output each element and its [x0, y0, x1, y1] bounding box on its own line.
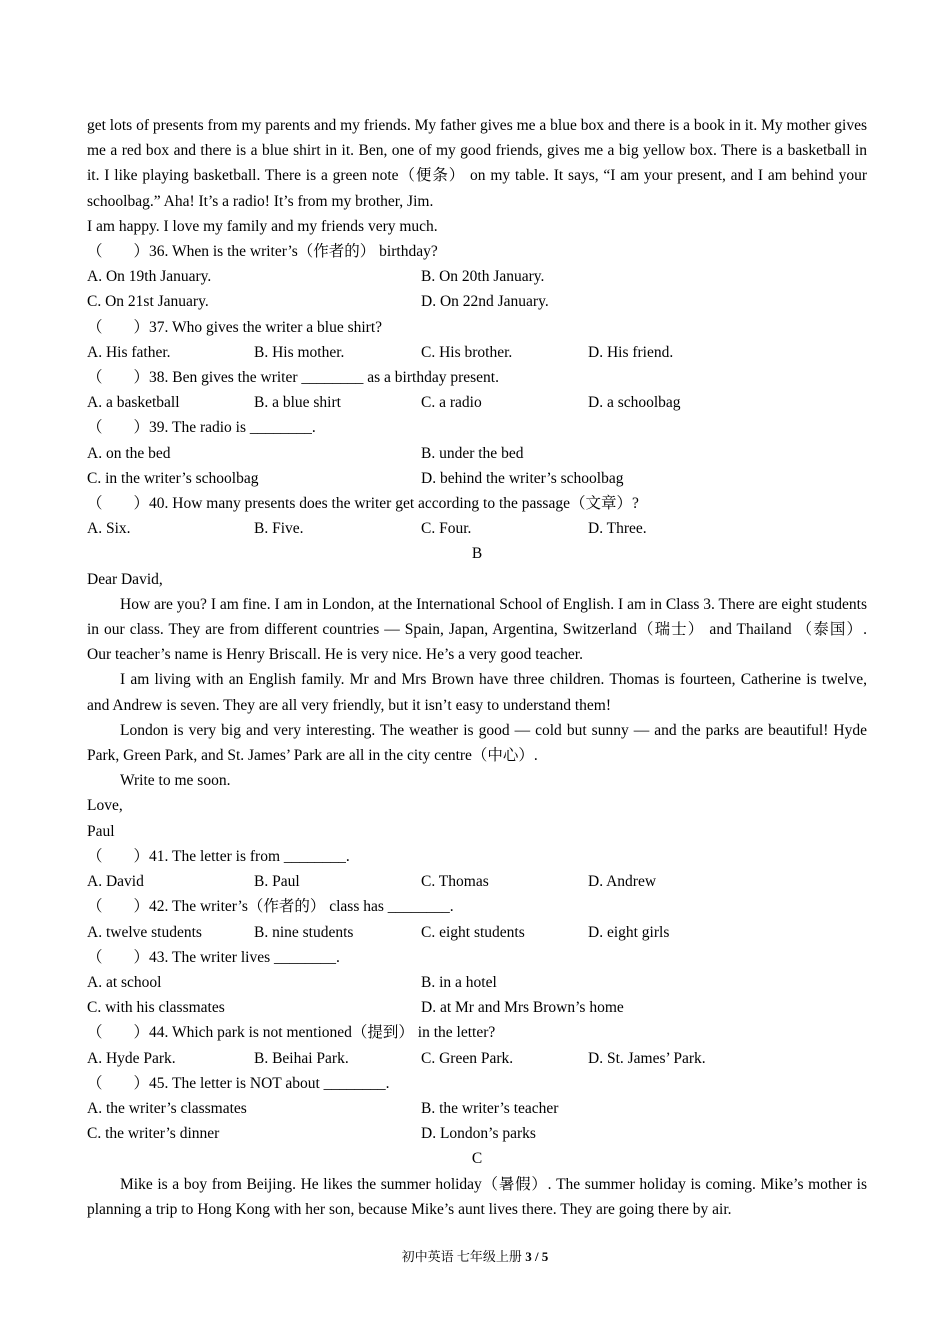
question-40 — [87, 491, 867, 516]
option-b: B. Beihai Park. — [254, 1049, 349, 1067]
option-b: B. in a hotel — [421, 973, 497, 991]
question-text: 42. The writer’s（作者的） class has ________. — [149, 898, 454, 916]
question-text: 45. The letter is NOT about ________. — [149, 1074, 390, 1092]
options-37 — [87, 340, 867, 365]
option-a: A. Hyde Park. — [87, 1049, 176, 1067]
letter-paragraph: Write to me soon. — [120, 772, 231, 790]
options-45 — [87, 1096, 867, 1121]
letter-paragraph: How are you? I am fine. I am in London, at the International School of English. I am in Class 3. There are eight students in our class. They are from different countries — Spain, Japan, Argentina, Switzerland（瑞士） and Thailand （泰国）. Our teacher’s name is Henry Briscall. He is very nice. He’s a very good teacher. — [87, 595, 867, 664]
question-text: 40. How many presents does the writer get according to the passage（文章）? — [149, 495, 639, 513]
option-a: A. a basketball — [87, 394, 180, 412]
answer-blank[interactable]: （ ） — [87, 898, 150, 916]
question-text: 39. The radio is ________. — [149, 419, 316, 437]
options-38 — [87, 390, 867, 415]
letter-closing: Love, — [87, 797, 123, 815]
options-36-cd — [87, 289, 867, 314]
option-c: C. On 21st January. — [87, 293, 209, 311]
option-c: C. in the writer’s schoolbag — [87, 469, 259, 487]
options-39-cd — [87, 466, 867, 491]
question-39 — [87, 415, 867, 440]
passage-a-closing-line: I am happy. I love my family and my friends very much. — [87, 217, 438, 235]
question-text: 41. The letter is from ________. — [149, 847, 350, 865]
options-45-cd — [87, 1121, 867, 1146]
options-36 — [87, 264, 867, 289]
question-38 — [87, 365, 867, 390]
letter-paragraph: I am living with an English family. Mr and Mrs Brown have three children. Thomas is fourteen, Catherine is twelve, and Andrew is seven. They are all very friendly, but it isn’t easy to understand them! — [87, 671, 867, 714]
options-43-cd — [87, 995, 867, 1020]
option-c: C. a radio — [421, 394, 482, 412]
question-37 — [87, 315, 867, 340]
answer-blank[interactable]: （ ） — [87, 495, 150, 513]
option-d: D. On 22nd January. — [421, 293, 549, 311]
option-a: A. at school — [87, 973, 162, 991]
option-c: C. Four. — [421, 520, 472, 538]
question-43 — [87, 945, 867, 970]
footer-subject: 初中英语 七年级上册 — [401, 1249, 526, 1264]
options-39 — [87, 441, 867, 466]
options-40 — [87, 516, 867, 541]
question-45 — [87, 1071, 867, 1096]
letter-signature: Paul — [87, 822, 115, 840]
passage-a-paragraph: get lots of presents from my parents and my friends. My father gives me a blue box and there is a book in it. My mother gives me a red box and there is a blue shirt in it. Ben, one of my good friends, gives me a big yellow box. There is a basketball in it. I like playing basketball. There is a green note（便条） on my table. It says, “I am your present, and I am behind your schoolbag.” Aha! It’s a radio! It’s from my brother, Jim. — [87, 117, 867, 210]
question-41 — [87, 844, 867, 869]
option-d: D. His friend. — [588, 343, 674, 361]
options-43 — [87, 970, 867, 995]
answer-blank[interactable]: （ ） — [87, 318, 150, 336]
option-b: B. the writer’s teacher — [421, 1099, 559, 1117]
answer-blank[interactable]: （ ） — [87, 419, 150, 437]
options-41 — [87, 869, 867, 894]
option-a: A. On 19th January. — [87, 268, 212, 286]
answer-blank[interactable]: （ ） — [87, 1074, 150, 1092]
options-44 — [87, 1046, 867, 1071]
page-footer — [0, 1246, 950, 1265]
option-d: D. Andrew — [588, 873, 657, 891]
option-c: C. with his classmates — [87, 999, 225, 1017]
option-a: A. the writer’s classmates — [87, 1099, 247, 1117]
option-d: D. at Mr and Mrs Brown’s home — [421, 999, 624, 1017]
option-a: A. His father. — [87, 343, 171, 361]
option-d: D. eight girls — [588, 923, 670, 941]
option-d: D. London’s parks — [421, 1125, 536, 1143]
option-d: D. behind the writer’s schoolbag — [421, 469, 624, 487]
question-text: 37. Who gives the writer a blue shirt? — [149, 318, 383, 336]
section-b-heading: B — [471, 545, 483, 563]
answer-blank[interactable]: （ ） — [87, 369, 150, 387]
option-b: B. a blue shirt — [254, 394, 341, 412]
answer-blank[interactable]: （ ） — [87, 847, 150, 865]
option-c: C. eight students — [421, 923, 525, 941]
question-text: 43. The writer lives ________. — [149, 948, 340, 966]
option-b: B. His mother. — [254, 343, 345, 361]
option-c: C. His brother. — [421, 343, 513, 361]
option-c: C. the writer’s dinner — [87, 1125, 220, 1143]
question-44 — [87, 1020, 867, 1045]
question-text: 44. Which park is not mentioned（提到） in the letter? — [149, 1024, 496, 1042]
question-42 — [87, 894, 867, 919]
answer-blank[interactable]: （ ） — [87, 243, 150, 261]
passage-c-paragraph: Mike is a boy from Beijing. He likes the summer holiday（暑假）. The summer holiday is coming. Mike’s mother is planning a trip to Hong Kong with her son, because Mike’s aunt lives there. They are going there by air. — [87, 1175, 867, 1218]
option-b: B. Paul — [254, 873, 300, 891]
answer-blank[interactable]: （ ） — [87, 1024, 150, 1042]
worksheet-page — [87, 113, 867, 1222]
option-b: B. under the bed — [421, 444, 524, 462]
option-a: A. David — [87, 873, 144, 891]
option-c: C. Thomas — [421, 873, 489, 891]
option-a: A. on the bed — [87, 444, 171, 462]
question-36 — [87, 239, 867, 264]
section-c-heading: C — [471, 1150, 483, 1168]
question-text: 36. When is the writer’s（作者的） birthday? — [149, 243, 438, 261]
letter-paragraph: London is very big and very interesting. The weather is good — cold but sunny — and the parks are beautiful! Hyde Park, Green Park, and St. James’ Park are all in the city centre（中心）. — [87, 721, 867, 765]
option-d: D. a schoolbag — [588, 394, 681, 412]
options-42 — [87, 920, 867, 945]
option-b: B. nine students — [254, 923, 354, 941]
option-c: C. Green Park. — [421, 1049, 514, 1067]
option-a: A. Six. — [87, 520, 131, 538]
option-b: B. Five. — [254, 520, 304, 538]
option-d: D. Three. — [588, 520, 647, 538]
page-number: 3 / 5 — [525, 1249, 549, 1264]
letter-greeting: Dear David, — [87, 570, 163, 588]
question-text: 38. Ben gives the writer ________ as a birthday present. — [149, 369, 499, 387]
option-a: A. twelve students — [87, 923, 202, 941]
option-b: B. On 20th January. — [421, 268, 545, 286]
answer-blank[interactable]: （ ） — [87, 948, 150, 966]
option-d: D. St. James’ Park. — [588, 1049, 706, 1067]
